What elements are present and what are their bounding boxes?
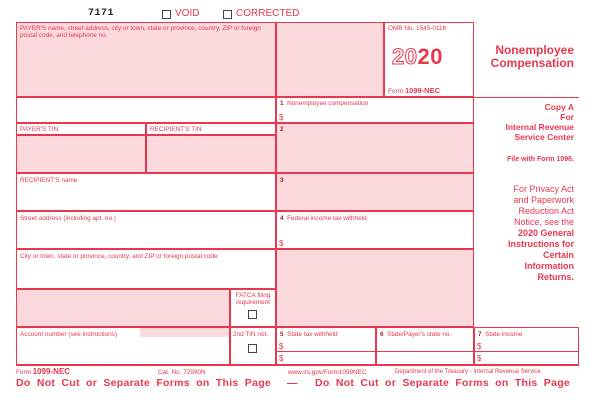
footer-form	[16, 367, 70, 376]
payer-tin-label: PAYER'S TIN	[20, 126, 59, 133]
city-label: City or town, state or province, country, and ZIP or foreign postal code	[20, 253, 218, 260]
box4-number: 4	[280, 215, 284, 222]
footer-url: www.irs.gov/Form1099NEC	[288, 369, 367, 376]
void-checkbox[interactable]	[162, 10, 171, 19]
box1-text: Nonemployee compensation	[287, 100, 369, 107]
recipient-tin-field[interactable]	[146, 135, 276, 173]
privacy-line9: Returns.	[537, 272, 574, 282]
privacy-line2: and Paperwork	[513, 195, 574, 205]
box2-field[interactable]	[276, 123, 474, 173]
privacy-line4: Notice, see the	[513, 217, 574, 227]
box6-label	[380, 331, 451, 338]
box1-number: 1	[280, 100, 284, 107]
fatca-line1: FATCA filing	[235, 292, 271, 299]
box1-dollar: $	[279, 113, 284, 122]
privacy-line5: 2020 General	[517, 228, 574, 238]
box6-line1[interactable]	[377, 341, 473, 352]
privacy-line1: For Privacy Act	[513, 184, 574, 194]
box7-dollar2: $	[477, 354, 482, 363]
street-address-label: Street address (including apt. no.)	[20, 215, 116, 222]
payer-name-field-ext[interactable]	[276, 22, 384, 97]
box2-number: 2	[280, 126, 284, 133]
file-with-form: File with Form 1096.	[507, 156, 574, 163]
form-code: 7171	[88, 8, 115, 19]
copy-for: For	[560, 112, 574, 122]
privacy-line3: Reduction Act	[518, 206, 574, 216]
box7-label	[478, 331, 522, 338]
box7-dollar1: $	[477, 342, 482, 351]
corrected-checkbox[interactable]	[223, 10, 232, 19]
copy-a-block	[506, 102, 575, 142]
omb-number: OMB No. 1545-0116	[388, 25, 447, 32]
recipient-tin-label: RECIPIENT'S TIN	[150, 126, 202, 133]
copy-a: Copy A	[544, 102, 574, 112]
recipient-name-label: RECIPIENT'S name	[20, 177, 78, 184]
form-prefix: Form	[388, 88, 404, 95]
payer-tin-field[interactable]	[16, 135, 146, 173]
fatca-label	[230, 292, 276, 306]
privacy-line8: Information	[524, 261, 574, 271]
copy-irs-line1: Internal Revenue	[505, 122, 574, 132]
fatca-line2: requirement	[235, 299, 271, 306]
privacy-line7: Certain	[542, 250, 574, 260]
tax-year	[392, 44, 443, 70]
do-not-cut-right: Do Not Cut or Separate Forms on This Page	[315, 377, 571, 389]
box4-text: Federal income tax withheld	[287, 215, 367, 222]
footer-dept: Department of the Treasury - Internal Revenue Service	[395, 369, 541, 375]
frame-bottom	[16, 365, 579, 366]
second-tin-checkbox[interactable]	[248, 344, 257, 353]
year-solid: 20	[417, 44, 443, 69]
box6-text: State/Payer's state no.	[387, 331, 452, 338]
box4-label	[280, 215, 367, 222]
payer-spacer	[16, 97, 276, 123]
box5-text: State tax withheld	[287, 331, 338, 338]
box3-field[interactable]	[276, 173, 474, 211]
box5-label	[280, 331, 338, 338]
fatca-checkbox[interactable]	[248, 310, 257, 319]
account-number-label: Account number (see instructions)	[20, 331, 117, 338]
title-line1: Nonemployee	[495, 43, 574, 57]
box5-dollar1: $	[279, 342, 284, 351]
footer-cat-no: Cat. No. 72590N	[158, 369, 206, 376]
title-line2: Compensation	[490, 56, 574, 70]
box4-dollar: $	[279, 239, 284, 248]
unused-shaded-area	[276, 249, 474, 327]
box7-text: State income	[485, 331, 523, 338]
year-ghost: 20	[392, 44, 418, 69]
do-not-cut-dash: —	[287, 377, 298, 389]
shaded-left-area	[16, 289, 230, 327]
second-tin-label: 2nd TIN not.	[233, 331, 269, 338]
box7-line1[interactable]	[475, 341, 578, 352]
footer-form-name: 1099-NEC	[32, 367, 71, 376]
box5-dollar2: $	[279, 354, 284, 363]
box7-number: 7	[478, 331, 482, 338]
form-name: 1099-NEC	[404, 86, 441, 95]
account-shade	[140, 328, 229, 337]
copy-irs-line2: Service Center	[514, 132, 574, 142]
corrected-label: CORRECTED	[236, 8, 300, 19]
box5-number: 5	[280, 331, 284, 338]
privacy-line6: Instructions for	[507, 239, 574, 249]
box3-number: 3	[280, 177, 284, 184]
box5-line1[interactable]	[277, 341, 375, 352]
copy-divider	[474, 97, 579, 98]
payer-name-label: PAYER'S name, street address, city or town, state or province, country, ZIP or foreign postal code, and telephone no.	[20, 25, 261, 39]
box6-number: 6	[380, 331, 384, 338]
void-label: VOID	[175, 8, 200, 19]
form-label	[388, 86, 440, 95]
box1-label	[280, 100, 368, 107]
privacy-block	[508, 184, 574, 283]
footer-form-prefix: Form	[16, 369, 31, 376]
form-title	[491, 44, 574, 70]
do-not-cut-left: Do Not Cut or Separate Forms on This Page	[16, 377, 272, 389]
